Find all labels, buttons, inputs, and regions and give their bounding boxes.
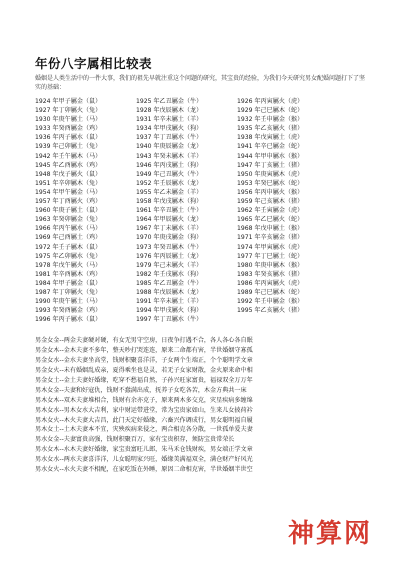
year-cell: 1970 年庚戌屬金（狗）: [136, 234, 203, 242]
year-cell: 1956 年丙申屬火（猴）: [237, 188, 304, 196]
year-cell: [237, 315, 338, 324]
year-cell: 1995 年乙亥屬火（猪）: [237, 307, 304, 315]
year-cell: 1966 年丙午屬水（马）: [35, 225, 102, 233]
year-row: [35, 142, 375, 151]
match-verse: 男金女火--未有婚姻乱成亲，夏得乘坐也是灵，若无子女家财散，金火原来命中相: [35, 366, 253, 374]
year-row: [35, 252, 375, 261]
year-cell: 1931 年辛未屬土（羊）: [136, 116, 203, 124]
year-cell: 1940 年庚辰屬金（龙）: [136, 143, 203, 151]
year-cell: 1945 年乙酉屬水（鸡）: [35, 161, 102, 169]
year-row: [35, 179, 375, 188]
match-verse: 男金女木--金木夫妻不多年，整天吵打哭连连，原来二命都有害，半世婚姻守寡孤: [35, 346, 253, 354]
year-cell: 1927 年丁卯屬火（兔）: [35, 107, 102, 115]
year-cell: 1962 年壬寅屬金（虎）: [237, 207, 304, 215]
year-cell: 1943 年癸未屬木（羊）: [136, 152, 203, 160]
year-row: [35, 206, 375, 215]
year-cell: 1972 年壬子屬木（鼠）: [35, 243, 102, 251]
year-row: [35, 161, 375, 170]
year-row: [35, 106, 375, 115]
year-cell: 1942 年壬午屬木（马）: [35, 152, 102, 160]
match-verse: 男水女水--两水夫妻喜洋洋，儿女聪明家兴旺，婚缘美满福双全，满仓财产好风光: [35, 456, 253, 464]
year-row: [35, 261, 375, 270]
year-cell: 1974 年甲寅屬水（虎）: [237, 243, 304, 251]
year-cell: 1987 年丁卯屬火（兔）: [35, 288, 102, 296]
year-cell: 1996 年丙子屬水（鼠）: [35, 316, 102, 324]
year-cell: 1975 年乙卯屬水（兔）: [35, 252, 102, 260]
year-row: [35, 233, 375, 242]
year-cell: 1928 年戊辰屬木（龙）: [136, 107, 203, 115]
year-cell: 1938 年戊寅屬土（虎）: [237, 134, 304, 142]
year-cell: 1925 年乙丑屬金（牛）: [136, 98, 203, 105]
year-row: [35, 133, 375, 142]
year-cell: 1964 年甲辰屬火（龙）: [136, 216, 203, 224]
year-cell: 1971 年辛亥屬金（猪）: [237, 234, 304, 242]
year-cell: 1953 年癸巳屬水（蛇）: [237, 179, 304, 187]
year-row: [35, 315, 375, 324]
year-cell: 1947 年丁亥屬土（猪）: [237, 161, 304, 169]
year-cell: 1984 年甲子屬金（鼠）: [35, 279, 102, 287]
year-row: [35, 170, 375, 179]
year-cell: 1997 年丁丑屬水（牛）: [136, 316, 203, 324]
year-cell: 1981 年辛酉屬木（鸡）: [35, 270, 102, 278]
year-cell: 1932 年壬申屬金（猴）: [237, 116, 304, 124]
year-cell: 1992 年壬申屬金（猴）: [237, 298, 304, 306]
year-cell: 1978 年戊午屬火（马）: [35, 261, 102, 269]
year-cell: 1955 年乙未屬金（羊）: [136, 188, 203, 196]
match-verse: 男金女金--两金夫妻硬对硬，有女无男守空房，日夜争打遇不合，各人各心各自眠: [35, 337, 253, 344]
year-cell: 1967 年丁未屬水（羊）: [136, 225, 203, 233]
year-cell: 1934 年甲戌屬火（狗）: [136, 125, 203, 133]
year-cell: 1936 年丙子屬水（鼠）: [35, 134, 102, 142]
year-cell: 1930 年庚午屬土（马）: [35, 116, 102, 124]
year-cell: 1993 年癸酉屬金（鸡）: [35, 307, 102, 315]
year-cell: 1941 年辛已屬金（蛇）: [237, 143, 304, 151]
year-zodiac-table: [35, 97, 375, 324]
year-cell: 1994 年甲戌屬火（狗）: [136, 307, 203, 315]
year-cell: 1965 年乙巳屬火（蛇）: [237, 216, 304, 224]
match-verse: 男水女火--水火夫妻不相配，在家吃饭在外睡，原因二命相克害，半世婚姻半世空: [35, 466, 253, 474]
year-cell: 1949 年己丑屬火（牛）: [136, 170, 203, 178]
year-cell: 1983 年癸亥屬水（猪）: [237, 270, 304, 278]
year-row: [35, 197, 375, 206]
year-row: [35, 224, 375, 233]
match-verse: 男木女水--男木女水大吉利，家中财运带进堂，常为宝贵家如山，生来儿女披荷衿: [35, 406, 253, 414]
year-cell: 1990 年庚午屬土（马）: [35, 298, 102, 306]
year-cell: 1982 年壬戌屬水（狗）: [136, 270, 203, 278]
year-row: [35, 306, 375, 315]
year-cell: 1935 年乙亥屬火（猪）: [237, 125, 304, 133]
year-row: [35, 152, 375, 161]
year-cell: 1985 年乙丑屬金（牛）: [136, 279, 203, 287]
year-cell: 1977 年丁巳屬土（蛇）: [237, 252, 304, 260]
match-verse: 男木女金--夫妻和好寇仇，钱财不蠢满出成，抚养子女吃各苦，木金方典共一床: [35, 386, 247, 394]
year-cell: 1926 年丙寅屬火（虎）: [237, 98, 304, 105]
year-cell: 1989 年己巳屬木（蛇）: [237, 288, 304, 296]
year-cell: 1991 年辛未屬土（羊）: [136, 298, 203, 306]
site-watermark-logo: 神算网: [287, 518, 372, 549]
year-row: [35, 243, 375, 252]
element-match-list: [35, 336, 367, 475]
year-cell: 1976 年丙辰屬土（龙）: [136, 252, 203, 260]
year-row: [35, 270, 375, 279]
match-verse: 男水女金--夫妻富贵高强，钱财积聚百万，家有宝贵积存，须防宝贵常荣长: [35, 436, 235, 444]
year-cell: 1959 年己亥屬木（猪）: [237, 198, 304, 206]
year-cell: 1960 年庚子屬土（鼠）: [35, 207, 102, 215]
year-cell: 1944 年甲申屬水（猴）: [237, 152, 304, 160]
year-cell: 1924 年甲子屬金（鼠）: [35, 98, 102, 105]
year-cell: 1980 年庚申屬木（猴）: [237, 261, 304, 269]
year-cell: 1957 年丁酉屬火（鸡）: [35, 198, 102, 206]
year-cell: 1939 年己卯屬土（兔）: [35, 143, 102, 151]
year-cell: 1946 年丙戌屬土（狗）: [136, 161, 203, 169]
year-row: [35, 124, 375, 133]
year-cell: 1979 年己未屬火（羊）: [136, 261, 203, 269]
year-cell: 1948 年戊子屬火（鼠）: [35, 170, 102, 178]
year-cell: 1969 年己酉屬土（鸡）: [35, 234, 102, 242]
match-verse: 男木女土--土木夫妻本不宜，灾殃疾病来侵之，两合相克各分散，一世孤单爱夫妻: [35, 426, 253, 434]
year-cell: 1952 年壬辰屬水（龙）: [136, 179, 203, 187]
year-row: [35, 288, 375, 297]
year-cell: 1937 年丁丑屬水（牛）: [136, 134, 203, 142]
intro-paragraph: 婚姻是人类生活中的一件大事，我们的祖先早就注重这个问题的研究，其宝贵的经验，为我们今天研究男女配婚问题打下了坚实的基础：: [35, 75, 366, 91]
year-row: [35, 97, 375, 106]
year-cell: 1961 年辛丑屬土（牛）: [136, 207, 203, 215]
year-cell: 1986 年丙寅屬火（虎）: [237, 279, 304, 287]
match-verse: 男木女火--木火夫妻大吉昌，此门天定好婚缘，六畜兴作调成行，男女聪明福自履: [35, 416, 253, 424]
year-cell: 1929 年己巳屬木（蛇）: [237, 107, 304, 115]
year-cell: 1951 年辛卯屬木（兔）: [35, 179, 102, 187]
year-cell: 1933 年癸酉屬金（鸡）: [35, 125, 102, 133]
match-verse: 男木女木--双木夫妻堆相合，钱财有余亦克子，原来两木多交克，灾星疾病多缠绵: [35, 396, 253, 404]
year-cell: 1973 年癸丑屬木（牛）: [136, 243, 203, 251]
year-cell: 1954 年甲午屬金（马）: [35, 188, 102, 196]
year-row: [35, 279, 375, 288]
year-row: [35, 215, 375, 224]
year-cell: 1963 年癸卯屬金（兔）: [35, 216, 102, 224]
year-row: [35, 297, 375, 306]
year-cell: 1958 年戊戌屬木（狗）: [136, 198, 203, 206]
year-row: [35, 115, 375, 124]
year-cell: 1950 年庚寅屬木（虎）: [237, 170, 304, 178]
year-row: [35, 188, 375, 197]
year-cell: 1968 年戊申屬土（猴）: [237, 225, 304, 233]
match-verse: 男水女木--水木夫妻好婚缘，家宝贵富旺儿郎，朱马禾仓钱财疾，男女端正学文章: [35, 446, 253, 454]
page-title: 年份八字属相比较表: [35, 56, 153, 71]
match-verse: 男金女土--金土夫妻好婚缘，吃穿不愁福自然，子孙兴旺家富贵，福禄双全万万年: [35, 376, 253, 384]
match-verse: 男金女水--金水夫妻坐高堂，钱财积聚喜洋洋，子女两个生端正，个个聪明学文章: [35, 356, 253, 364]
year-cell: 1988 年戊辰屬木（龙）: [136, 288, 203, 296]
